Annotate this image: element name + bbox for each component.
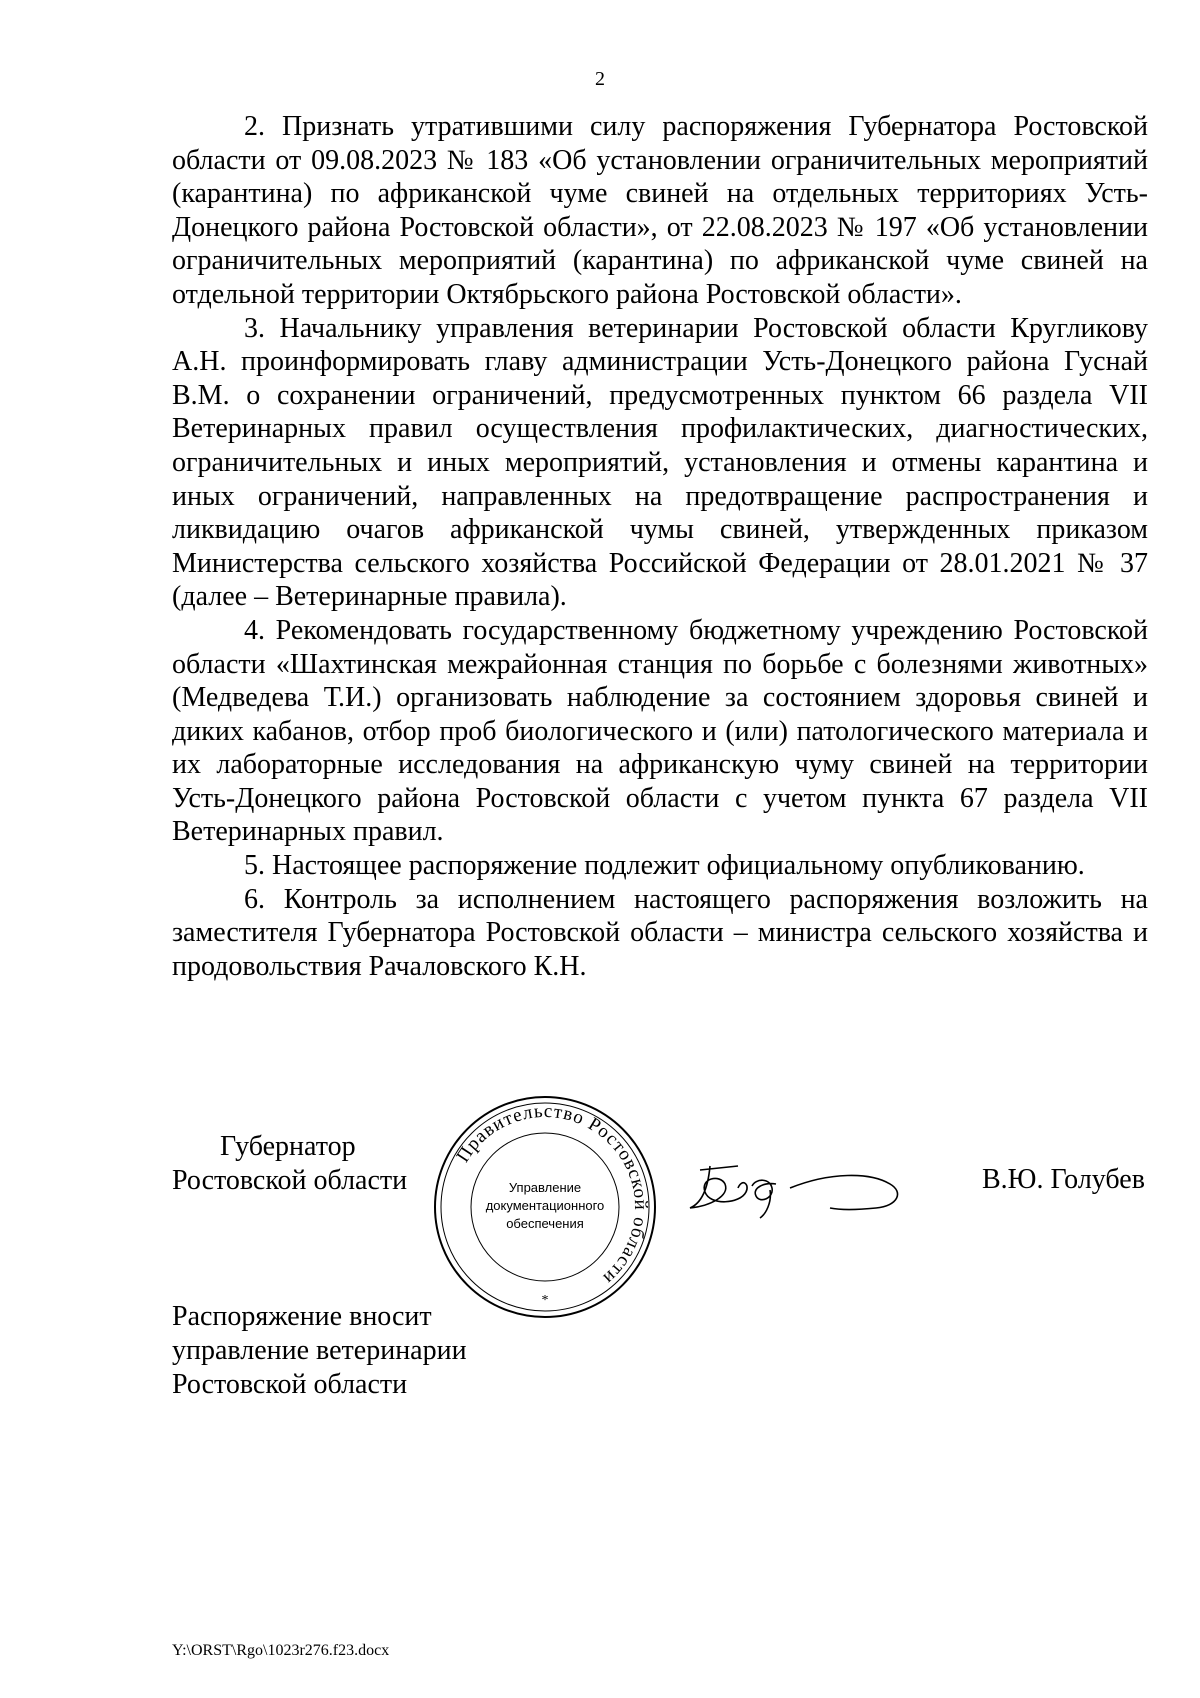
submitted-by-line3: Ростовской области (172, 1369, 408, 1400)
submitted-by-line1: Распоряжение вносит (172, 1301, 432, 1332)
paragraph-6: 6. Контроль за исполнением настоящего распоряжения возложить на заместителя Губернатора Ростовской области – министра сельского хозяйства и продовольствия Рачаловского К.Н. (172, 883, 1148, 982)
paragraph-5: 5. Настоящее распоряжение подлежит официальному опубликованию. (244, 850, 1085, 882)
seal-inner-line2: документационного (485, 1198, 605, 1213)
seal-star-icon: * (541, 1293, 549, 1308)
signatory-title-line1: Губернатор (220, 1131, 356, 1162)
seal-outer-text: Правительство Ростовской области (452, 1100, 652, 1289)
file-path: Y:\ORST\Rgo\1023r276.f23.docx (172, 1642, 390, 1659)
handwritten-signature (680, 1148, 930, 1228)
paragraph-3: 3. Начальнику управления ветеринарии Ростовской области Кругликову А.Н. проинформировать главу администрации Усть-Донецкого района Гуснай В.М. о сохранении ограничений, предусмотренных пунктом 66 раздела VII Ветеринарных правил осуществления профилактических, диагностических, ограничительных и иных мероприятий, установления и отмены карантина и иных ограничений, направленных на предотвращение распространения и ликвидацию очагов африканской чумы свиней, утвержденных приказом Министерства сельского хозяйства Российской Федерации от 28.01.2021 № 37 (далее – Ветеринарные правила). (172, 312, 1148, 613)
seal-inner-line3: обеспечения (506, 1216, 584, 1231)
paragraph-4: 4. Рекомендовать государственному бюджетному учреждению Ростовской области «Шахтинская межрайонная станция по борьбе с болезнями животных» (Медведева Т.И.) организовать наблюдение за состоянием здоровья свиней и диких кабанов, отбор проб биологического и (или) патологического материала и их лабораторные исследования на африканскую чуму свиней на территории Усть-Донецкого района Ростовской области с учетом пункта 67 раздела VII Ветеринарных правил. (172, 614, 1148, 848)
signer-name: В.Ю. Голубев (982, 1164, 1145, 1195)
submitted-by-line2: управление ветеринарии (172, 1335, 467, 1366)
signatory-title-line2: Ростовской области (172, 1165, 408, 1196)
signatory-title (172, 1130, 407, 1198)
document-body (172, 110, 1148, 983)
seal-inner-line1: Управление (508, 1180, 582, 1195)
page-number: 2 (595, 68, 605, 90)
official-seal (430, 1092, 660, 1322)
submitted-by (172, 1300, 467, 1402)
paragraph-2: 2. Признать утратившими силу распоряжения Губернатора Ростовской области от 09.08.2023 № 183 «Об установлении ограничительных мероприятий (карантина) по африканской чуме свиней на отдельных территориях Усть-Донецкого района Ростовской области», от 22.08.2023 № 197 «Об установлении ограничительных мероприятий (карантина) по африканской чуме свиней на отдельной территории Октябрьского района Ростовской области». (172, 111, 1148, 310)
